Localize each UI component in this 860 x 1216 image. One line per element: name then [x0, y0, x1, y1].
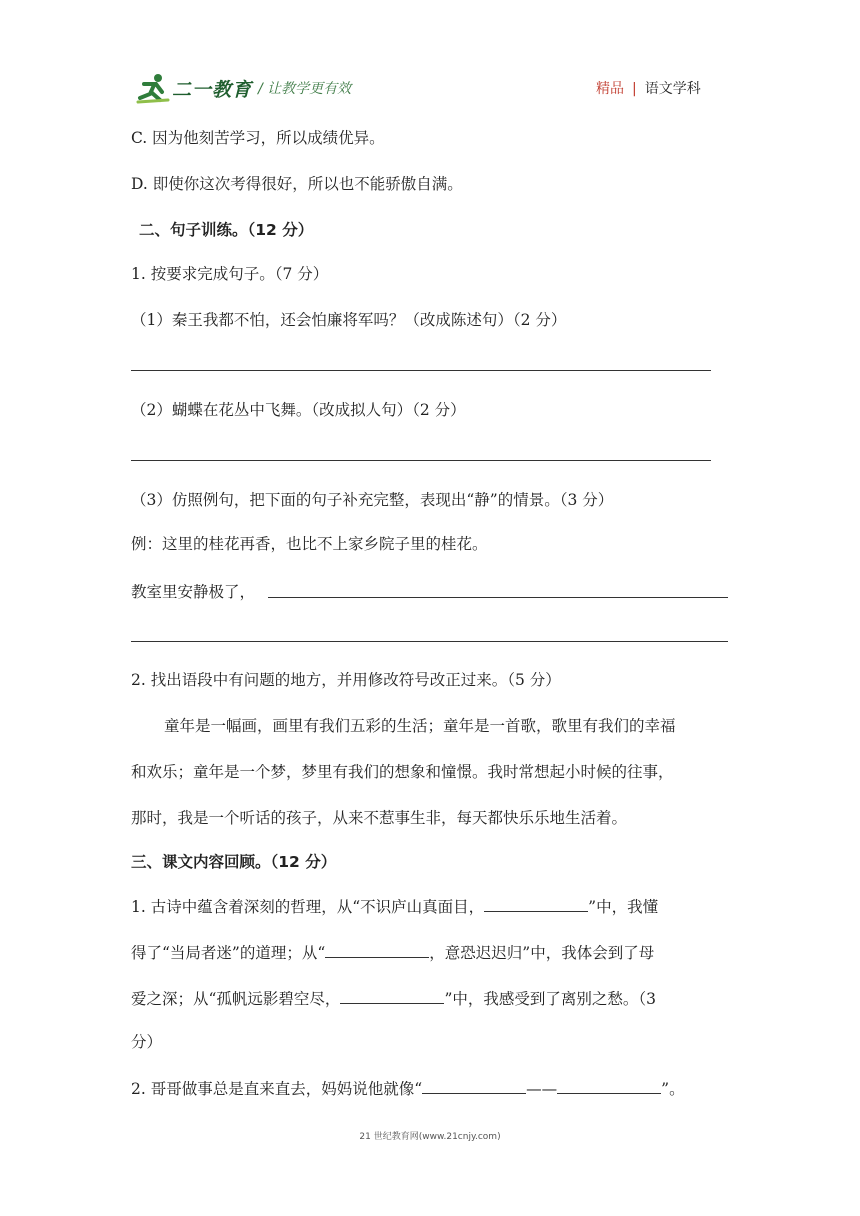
divider: | [632, 81, 637, 97]
answer-line-3[interactable] [268, 597, 728, 598]
option-c: C. 因为他刻苦学习，所以成绩优异。 [131, 129, 385, 147]
review-line-4: 分） [131, 1033, 163, 1051]
blank-1[interactable] [484, 894, 588, 912]
page-footer: 21 世纪教育网(www.21cnjy.com) [359, 1132, 501, 1142]
review-line-2 [131, 940, 654, 963]
blank-3[interactable] [340, 986, 444, 1004]
question-1: 1. 按要求完成句子。（7 分） [131, 265, 329, 283]
review-line-1 [131, 894, 658, 917]
review-line-3-text-a: 爱之深；从“孤帆远影碧空尽， [131, 990, 341, 1008]
logo [136, 72, 252, 104]
review-line-5-text-c: ”。 [661, 1080, 685, 1098]
option-d: D. 即使你这次考得很好，所以也不能骄傲自满。 [131, 175, 463, 193]
review-line-1-text-a: 1. 古诗中蕴含着深刻的哲理，从“不识庐山真面目， [131, 898, 485, 916]
logo-text: 二一教育 [172, 78, 253, 101]
paragraph-line-2: 和欢乐；童年是一个梦，梦里有我们的想象和憧憬。我时常想起小时候的往事， [131, 763, 674, 781]
question-1-2: （2）蝴蝶在花丛中飞舞。（改成拟人句）（2 分） [131, 401, 466, 419]
review-line-2-text-b: ，意恐迟迟归”中，我体会到了母 [429, 944, 655, 962]
section-2-title: 二、句子训练。（12 分） [139, 221, 314, 239]
blank-2[interactable] [325, 940, 429, 958]
review-line-2-text-a: 得了“当局者迷”的道理；从“ [131, 944, 326, 962]
subject-label: 语文学科 [644, 81, 701, 97]
question-1-3: （3）仿照例句，把下面的句子补充完整，表现出“静”的情景。（3 分） [131, 491, 614, 509]
subject-tag [596, 78, 701, 98]
runner-logo-icon [136, 72, 170, 104]
dash: —— [526, 1080, 558, 1098]
answer-line-2[interactable] [131, 460, 711, 461]
answer-line-4[interactable] [131, 641, 728, 642]
question-1-1: （1）秦王我都不怕，还会怕廉将军吗？（改成陈述句）（2 分） [131, 311, 567, 329]
slogan: / 让教学更有效 [258, 81, 352, 97]
review-line-1-text-b: ”中，我懂 [588, 898, 659, 916]
page-header [0, 0, 860, 110]
example-sentence: 例：这里的桂花再香，也比不上家乡院子里的桂花。 [131, 535, 488, 553]
answer-line-1[interactable] [131, 370, 711, 371]
section-3-title: 三、课文内容回顾。（12 分） [131, 853, 337, 871]
review-line-5-text-a: 2. 哥哥做事总是直来直去，妈妈说他就像“ [131, 1080, 423, 1098]
classroom-prompt: 教室里安静极了， [131, 583, 256, 601]
paragraph-line-1: 童年是一幅画，画里有我们五彩的生活；童年是一首歌，歌里有我们的幸福 [164, 717, 676, 735]
question-2: 2. 找出语段中有问题的地方，并用修改符号改正过来。（5 分） [131, 671, 561, 689]
review-line-3 [131, 986, 656, 1009]
paragraph-line-3: 那时，我是一个听话的孩子，从来不惹事生非，每天都快乐乐地生活着。 [131, 809, 628, 827]
review-line-5 [131, 1076, 685, 1099]
blank-5[interactable] [557, 1076, 661, 1094]
blank-4[interactable] [422, 1076, 526, 1094]
review-line-3-text-b: ”中，我感受到了离别之愁。（3 [444, 990, 656, 1008]
quality-label: 精品 [596, 81, 624, 97]
